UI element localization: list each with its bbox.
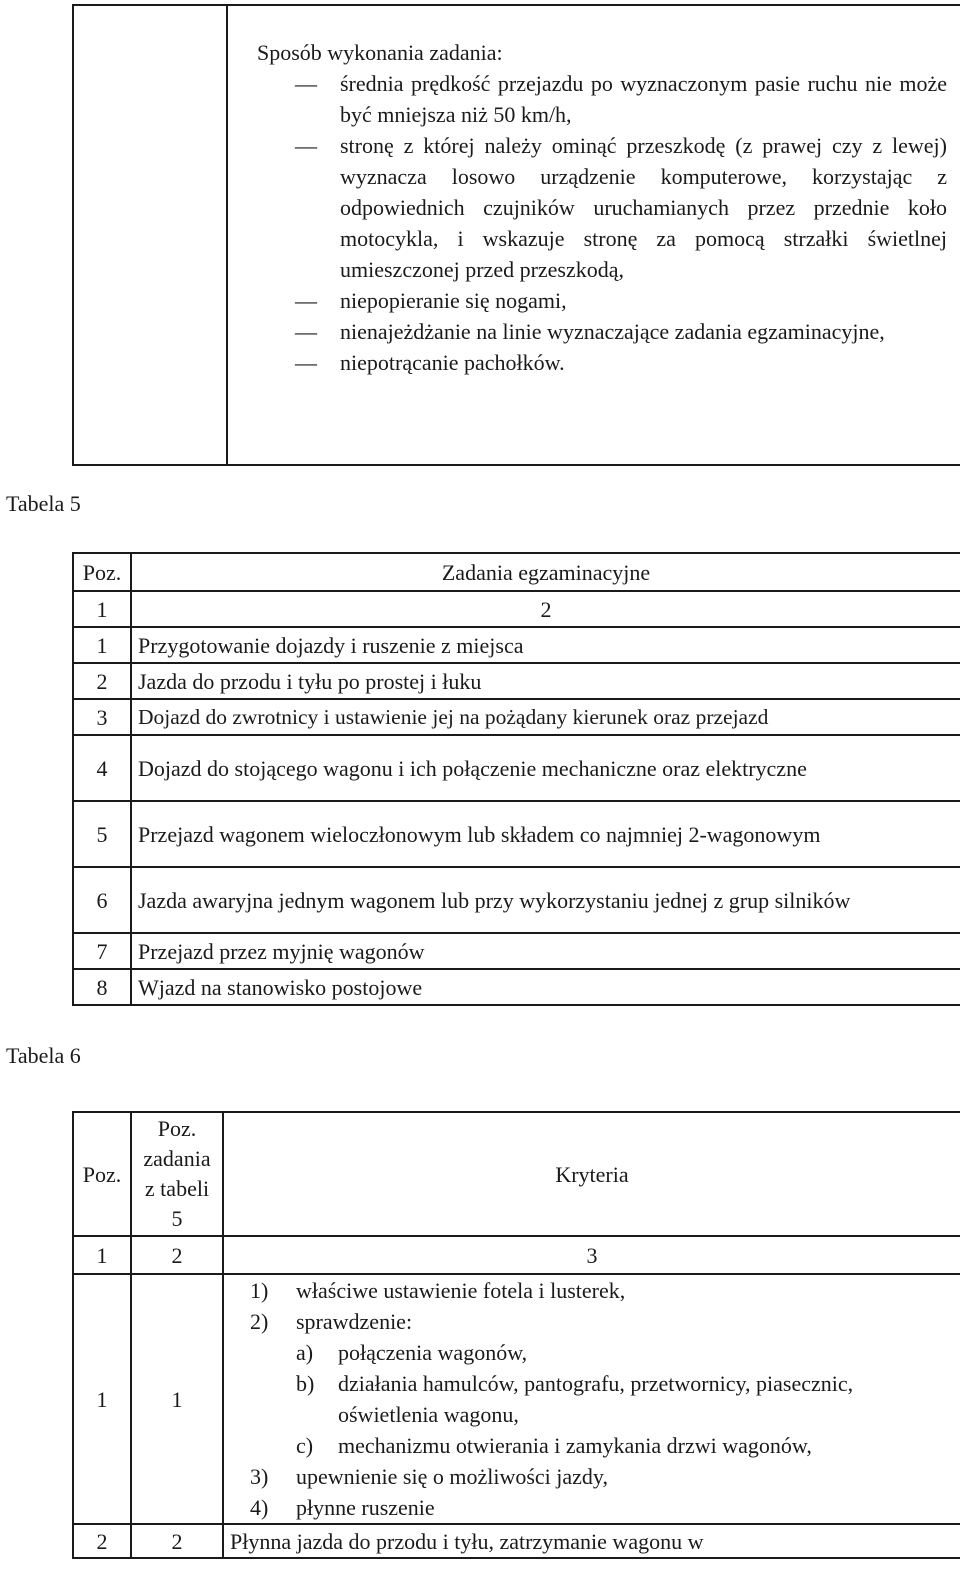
col-number: 1 [73,591,131,627]
criteria-subitem: b) działania hamulców, pantografu, przetwornicy, piasecznic, oświetlenia wagonu, [296,1371,854,1427]
execution-method-section [257,37,947,378]
row-task: Dojazd do zwrotnicy i ustawienie jej na pożądany kierunek oraz przejazd [131,699,960,735]
row-poz: 5 [73,801,131,867]
col-number: 2 [131,591,960,627]
header-criteria: Kryteria [223,1112,960,1236]
row-poz: 7 [73,933,131,969]
row-task: Przejazd przez myjnię wagonów [131,933,960,969]
header-task-ref: Poz. zadania z tabeli 5 [131,1112,223,1236]
table-number-row [73,1236,960,1274]
header-tasks: Zadania egzaminacyjne [131,553,960,591]
col-number: 2 [131,1236,223,1274]
table-header-row [73,553,960,591]
row-poz: 4 [73,735,131,801]
execution-method-heading: Sposób wykonania zadania: [257,40,503,65]
table-row [73,969,960,1005]
table6 [72,1111,960,1559]
execution-item: — nienajeżdżanie na linie wyznaczające zadania egzaminacyjne, [295,319,885,344]
row-task: Dojazd do stojącego wagonu i ich połączenie mechaniczne oraz elektryczne [131,735,960,801]
col-number: 1 [73,1236,131,1274]
row-task-ref: 2 [131,1524,223,1558]
table-row [73,1274,960,1524]
row-poz: 1 [73,1274,131,1524]
table-header-row [73,1112,960,1236]
row-poz: 2 [73,1524,131,1558]
criteria-item: 1) właściwe ustawienie fotela i lusterek, [250,1278,626,1303]
top-block-top-border [72,4,960,6]
criteria-subitem: c) mechanizmu otwierania i zamykania drzwi wagonów, [296,1433,812,1458]
row-poz: 3 [73,699,131,735]
table-row [73,627,960,663]
table5 [72,552,960,1006]
header-poz: Poz. [73,553,131,591]
criteria-subitem: a) połączenia wagonów, [296,1340,528,1365]
table-row [73,867,960,933]
criteria-item: 3) upewnienie się o możliwości jazdy, [250,1464,608,1489]
table-row [73,1524,960,1558]
row-task: Wjazd na stanowisko postojowe [131,969,960,1005]
table6-label: Tabela 6 [6,1043,81,1068]
row-poz: 2 [73,663,131,699]
execution-item: — średnia prędkość przejazdu po wyznaczonym pasie ruchu nie może być mniejsza niż 50 km/h, [295,71,947,127]
header-poz: Poz. [73,1112,131,1236]
top-block-divider [226,4,228,466]
table-row [73,663,960,699]
row-criteria: Płynna jazda do przodu i tyłu, zatrzymanie wagonu w [223,1524,960,1558]
criteria-item: 2) sprawdzenie: a) połączenia wagonów, b) działania hamulców, pantografu, przetwornicy, piasecznic, oświetlenia wagonu, c) mechanizmu otwierania i zamykania drzwi wagonów, [250,1306,960,1461]
row-criteria [223,1274,960,1524]
criteria-sublist [296,1337,960,1461]
table-number-row [73,591,960,627]
table-row [73,801,960,867]
table-row [73,699,960,735]
row-poz: 1 [73,627,131,663]
execution-item: — niepopieranie się nogami, [295,288,567,313]
table-row [73,933,960,969]
row-task: Przygotowanie dojazdy i ruszenie z miejsca [131,627,960,663]
execution-item: — niepotrącanie pachołków. [295,350,565,375]
row-task: Jazda do przodu i tyłu po prostej i łuku [131,663,960,699]
row-task: Jazda awaryjna jednym wagonem lub przy wykorzystaniu jednej z grup silników [131,867,960,933]
row-poz: 6 [73,867,131,933]
table-row [73,735,960,801]
row-task-ref: 1 [131,1274,223,1524]
row-task: Przejazd wagonem wieloczłonowym lub składem co najmniej 2-wagonowym [131,801,960,867]
col-number: 3 [223,1236,960,1274]
criteria-item: 4) płynne ruszenie [250,1495,435,1520]
execution-item: — stronę z której należy ominąć przeszkodę (z prawej czy z lewej) wyznacza losowo urządzenie komputerowe, korzystając z odpowiednich czujników uruchamianych przez przednie koło motocykla, i wskazuje stronę za pomocą strzałki świetlnej umieszczonej przed przeszkodą, [295,133,947,282]
row-poz: 8 [73,969,131,1005]
table5-label: Tabela 5 [6,491,81,516]
criteria-list [250,1275,960,1523]
